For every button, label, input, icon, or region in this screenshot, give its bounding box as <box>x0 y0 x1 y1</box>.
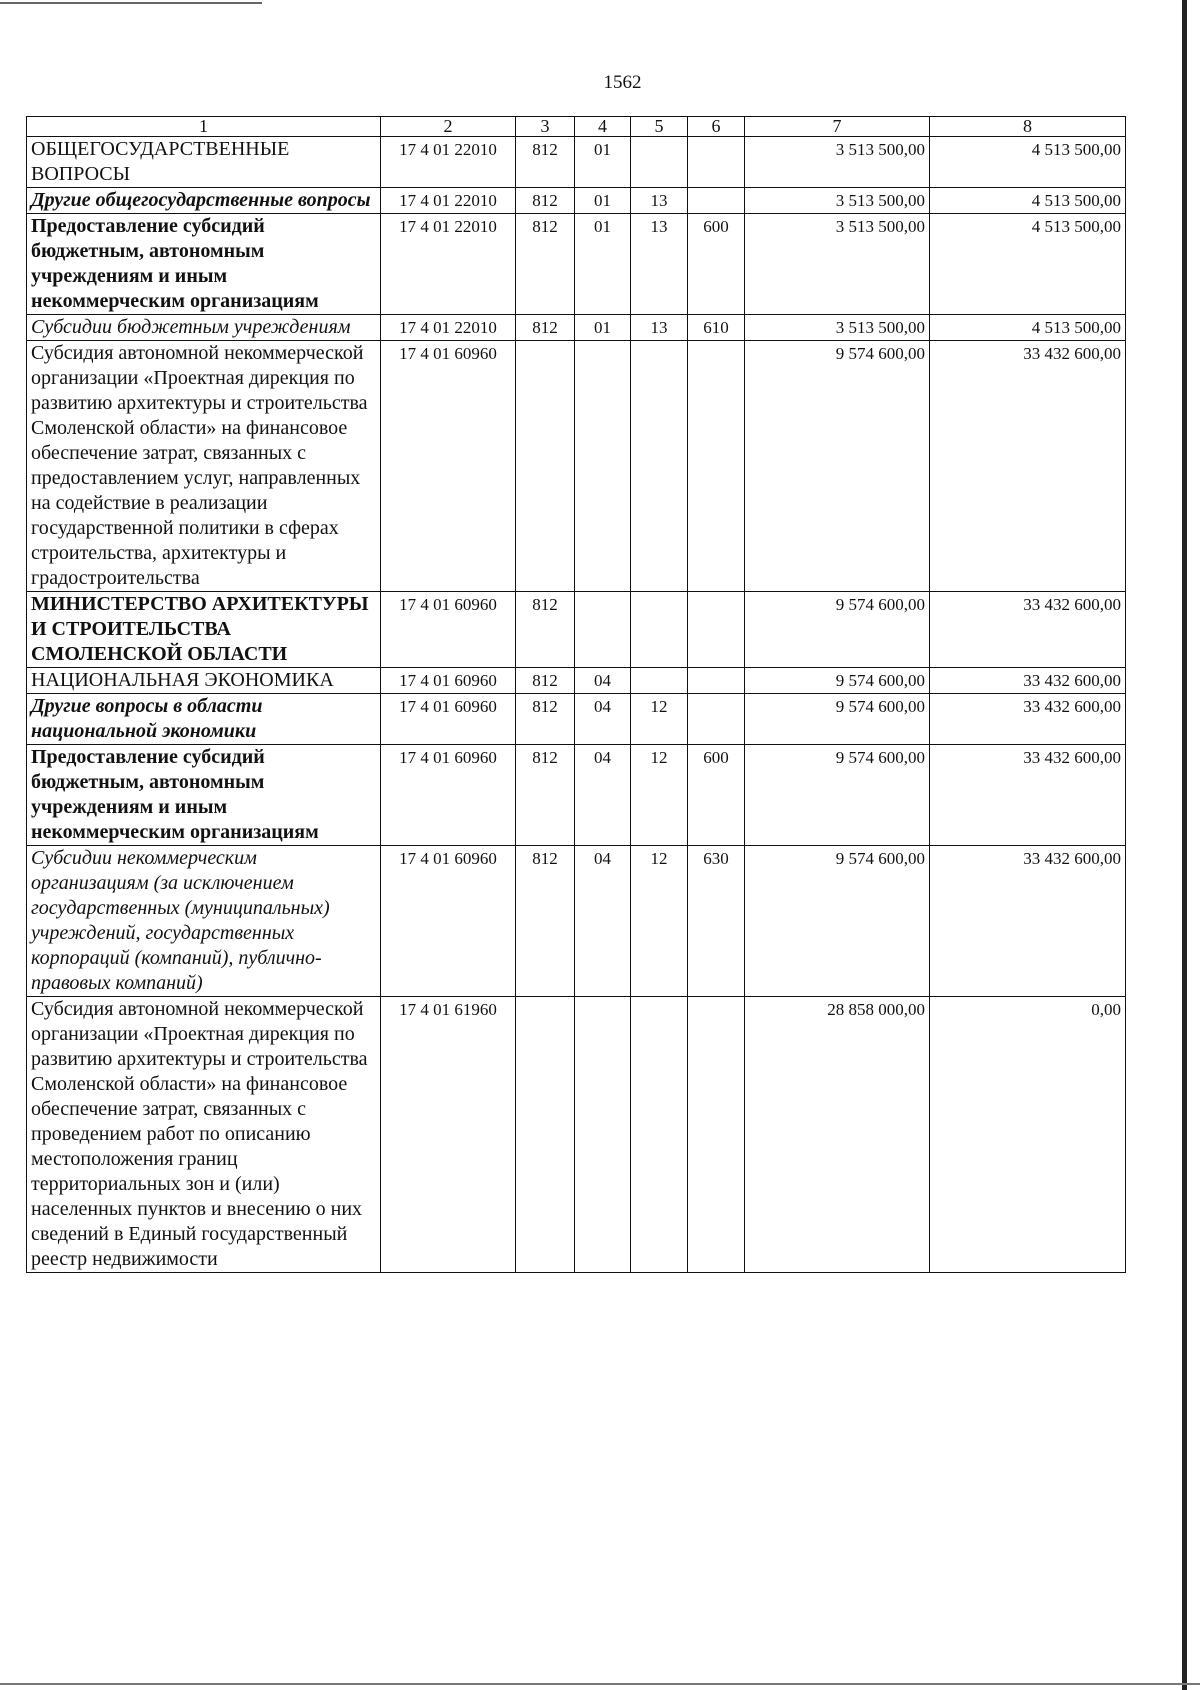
budget-table <box>26 116 1126 1273</box>
bottom-rule <box>0 1683 1200 1685</box>
amount-year-1: 9 574 600,00 <box>745 745 930 846</box>
target-article-code: 17 4 01 60960 <box>381 745 516 846</box>
table-row <box>27 592 1126 668</box>
agency-code: 812 <box>516 214 575 315</box>
amount-year-2: 4 513 500,00 <box>930 214 1126 315</box>
target-article-code: 17 4 01 60960 <box>381 668 516 694</box>
row-name: Другие общегосударственные вопросы <box>27 188 381 214</box>
row-name: Субсидии некоммерческим организациям (за исключением государственных (муниципальных) учреждений, государственных корпораций (компаний), публично-правовых компаний) <box>27 846 381 997</box>
target-article-code: 17 4 01 22010 <box>381 315 516 341</box>
expense-type-code: 610 <box>688 315 745 341</box>
column-header: 3 <box>516 117 575 137</box>
amount-year-1: 3 513 500,00 <box>745 188 930 214</box>
agency-code: 812 <box>516 188 575 214</box>
row-name: Другие вопросы в области национальной экономики <box>27 694 381 745</box>
expense-type-code <box>688 997 745 1273</box>
amount-year-2: 33 432 600,00 <box>930 846 1126 997</box>
section-code: 04 <box>575 846 631 997</box>
amount-year-1: 28 858 000,00 <box>745 997 930 1273</box>
table-row <box>27 997 1126 1273</box>
amount-year-1: 3 513 500,00 <box>745 214 930 315</box>
table-row <box>27 668 1126 694</box>
section-code: 04 <box>575 668 631 694</box>
agency-code <box>516 341 575 592</box>
row-name: Предоставление субсидий бюджетным, автономным учреждениям и иным некоммерческим организациям <box>27 214 381 315</box>
amount-year-1: 3 513 500,00 <box>745 137 930 188</box>
amount-year-2: 33 432 600,00 <box>930 668 1126 694</box>
agency-code: 812 <box>516 668 575 694</box>
section-code: 01 <box>575 137 631 188</box>
target-article-code: 17 4 01 61960 <box>381 997 516 1273</box>
subsection-code <box>631 592 688 668</box>
target-article-code: 17 4 01 60960 <box>381 694 516 745</box>
subsection-code: 13 <box>631 214 688 315</box>
section-code: 04 <box>575 745 631 846</box>
subsection-code: 13 <box>631 315 688 341</box>
agency-code: 812 <box>516 846 575 997</box>
amount-year-2: 33 432 600,00 <box>930 592 1126 668</box>
row-name: Субсидии бюджетным учреждениям <box>27 315 381 341</box>
table-row <box>27 188 1126 214</box>
row-name: ОБЩЕГОСУДАРСТВЕННЫЕ ВОПРОСЫ <box>27 137 381 188</box>
amount-year-1: 3 513 500,00 <box>745 315 930 341</box>
header-row <box>27 117 1126 137</box>
subsection-code <box>631 997 688 1273</box>
row-name: Субсидия автономной некоммерческой организации «Проектная дирекция по развитию архитектуры и строительства Смоленской области» на финансовое обеспечение затрат, связанных с проведением работ по описанию местоположения границ территориальных зон и (или) населенных пунктов и внесению о них сведений в Единый государственный реестр недвижимости <box>27 997 381 1273</box>
agency-code <box>516 997 575 1273</box>
section-code <box>575 592 631 668</box>
page-number: 1562 <box>603 72 642 93</box>
column-header: 7 <box>745 117 930 137</box>
table-row <box>27 694 1126 745</box>
expense-type-code <box>688 694 745 745</box>
amount-year-1: 9 574 600,00 <box>745 341 930 592</box>
row-name: НАЦИОНАЛЬНАЯ ЭКОНОМИКА <box>27 668 381 694</box>
target-article-code: 17 4 01 60960 <box>381 341 516 592</box>
subsection-code: 12 <box>631 694 688 745</box>
amount-year-2: 33 432 600,00 <box>930 745 1126 846</box>
table-row <box>27 846 1126 997</box>
section-code <box>575 341 631 592</box>
column-header: 1 <box>27 117 381 137</box>
section-code: 01 <box>575 315 631 341</box>
amount-year-2: 4 513 500,00 <box>930 137 1126 188</box>
column-header: 5 <box>631 117 688 137</box>
expense-type-code <box>688 188 745 214</box>
amount-year-2: 4 513 500,00 <box>930 188 1126 214</box>
table-row <box>27 341 1126 592</box>
agency-code: 812 <box>516 137 575 188</box>
subsection-code <box>631 341 688 592</box>
amount-year-2: 0,00 <box>930 997 1126 1273</box>
column-header: 8 <box>930 117 1126 137</box>
table-row <box>27 315 1126 341</box>
section-code: 01 <box>575 188 631 214</box>
amount-year-2: 4 513 500,00 <box>930 315 1126 341</box>
subsection-code: 12 <box>631 846 688 997</box>
agency-code: 812 <box>516 694 575 745</box>
agency-code: 812 <box>516 745 575 846</box>
target-article-code: 17 4 01 22010 <box>381 214 516 315</box>
amount-year-1: 9 574 600,00 <box>745 592 930 668</box>
expense-type-code: 600 <box>688 214 745 315</box>
table-row <box>27 137 1126 188</box>
section-code: 01 <box>575 214 631 315</box>
expense-type-code <box>688 341 745 592</box>
target-article-code: 17 4 01 22010 <box>381 188 516 214</box>
column-header: 2 <box>381 117 516 137</box>
subsection-code <box>631 137 688 188</box>
amount-year-1: 9 574 600,00 <box>745 694 930 745</box>
amount-year-2: 33 432 600,00 <box>930 694 1126 745</box>
amount-year-1: 9 574 600,00 <box>745 846 930 997</box>
amount-year-1: 9 574 600,00 <box>745 668 930 694</box>
expense-type-code <box>688 592 745 668</box>
expense-type-code <box>688 668 745 694</box>
row-name: Предоставление субсидий бюджетным, автономным учреждениям и иным некоммерческим организациям <box>27 745 381 846</box>
subsection-code: 13 <box>631 188 688 214</box>
scan-edge <box>1182 0 1187 1690</box>
expense-type-code: 630 <box>688 846 745 997</box>
section-code <box>575 997 631 1273</box>
subsection-code <box>631 668 688 694</box>
target-article-code: 17 4 01 60960 <box>381 592 516 668</box>
row-name: Субсидия автономной некоммерческой организации «Проектная дирекция по развитию архитектуры и строительства Смоленской области» на финансовое обеспечение затрат, связанных с предоставлением услуг, направленных на содействие в реализации государственной политики в сферах строительства, архитектуры и градостроительства <box>27 341 381 592</box>
row-name: МИНИСТЕРСТВО АРХИТЕКТУРЫ И СТРОИТЕЛЬСТВА СМОЛЕНСКОЙ ОБЛАСТИ <box>27 592 381 668</box>
table-row <box>27 745 1126 846</box>
target-article-code: 17 4 01 22010 <box>381 137 516 188</box>
top-rule <box>0 2 262 4</box>
agency-code: 812 <box>516 315 575 341</box>
section-code: 04 <box>575 694 631 745</box>
column-header: 6 <box>688 117 745 137</box>
expense-type-code: 600 <box>688 745 745 846</box>
agency-code: 812 <box>516 592 575 668</box>
target-article-code: 17 4 01 60960 <box>381 846 516 997</box>
column-header: 4 <box>575 117 631 137</box>
expense-type-code <box>688 137 745 188</box>
table-row <box>27 214 1126 315</box>
amount-year-2: 33 432 600,00 <box>930 341 1126 592</box>
subsection-code: 12 <box>631 745 688 846</box>
